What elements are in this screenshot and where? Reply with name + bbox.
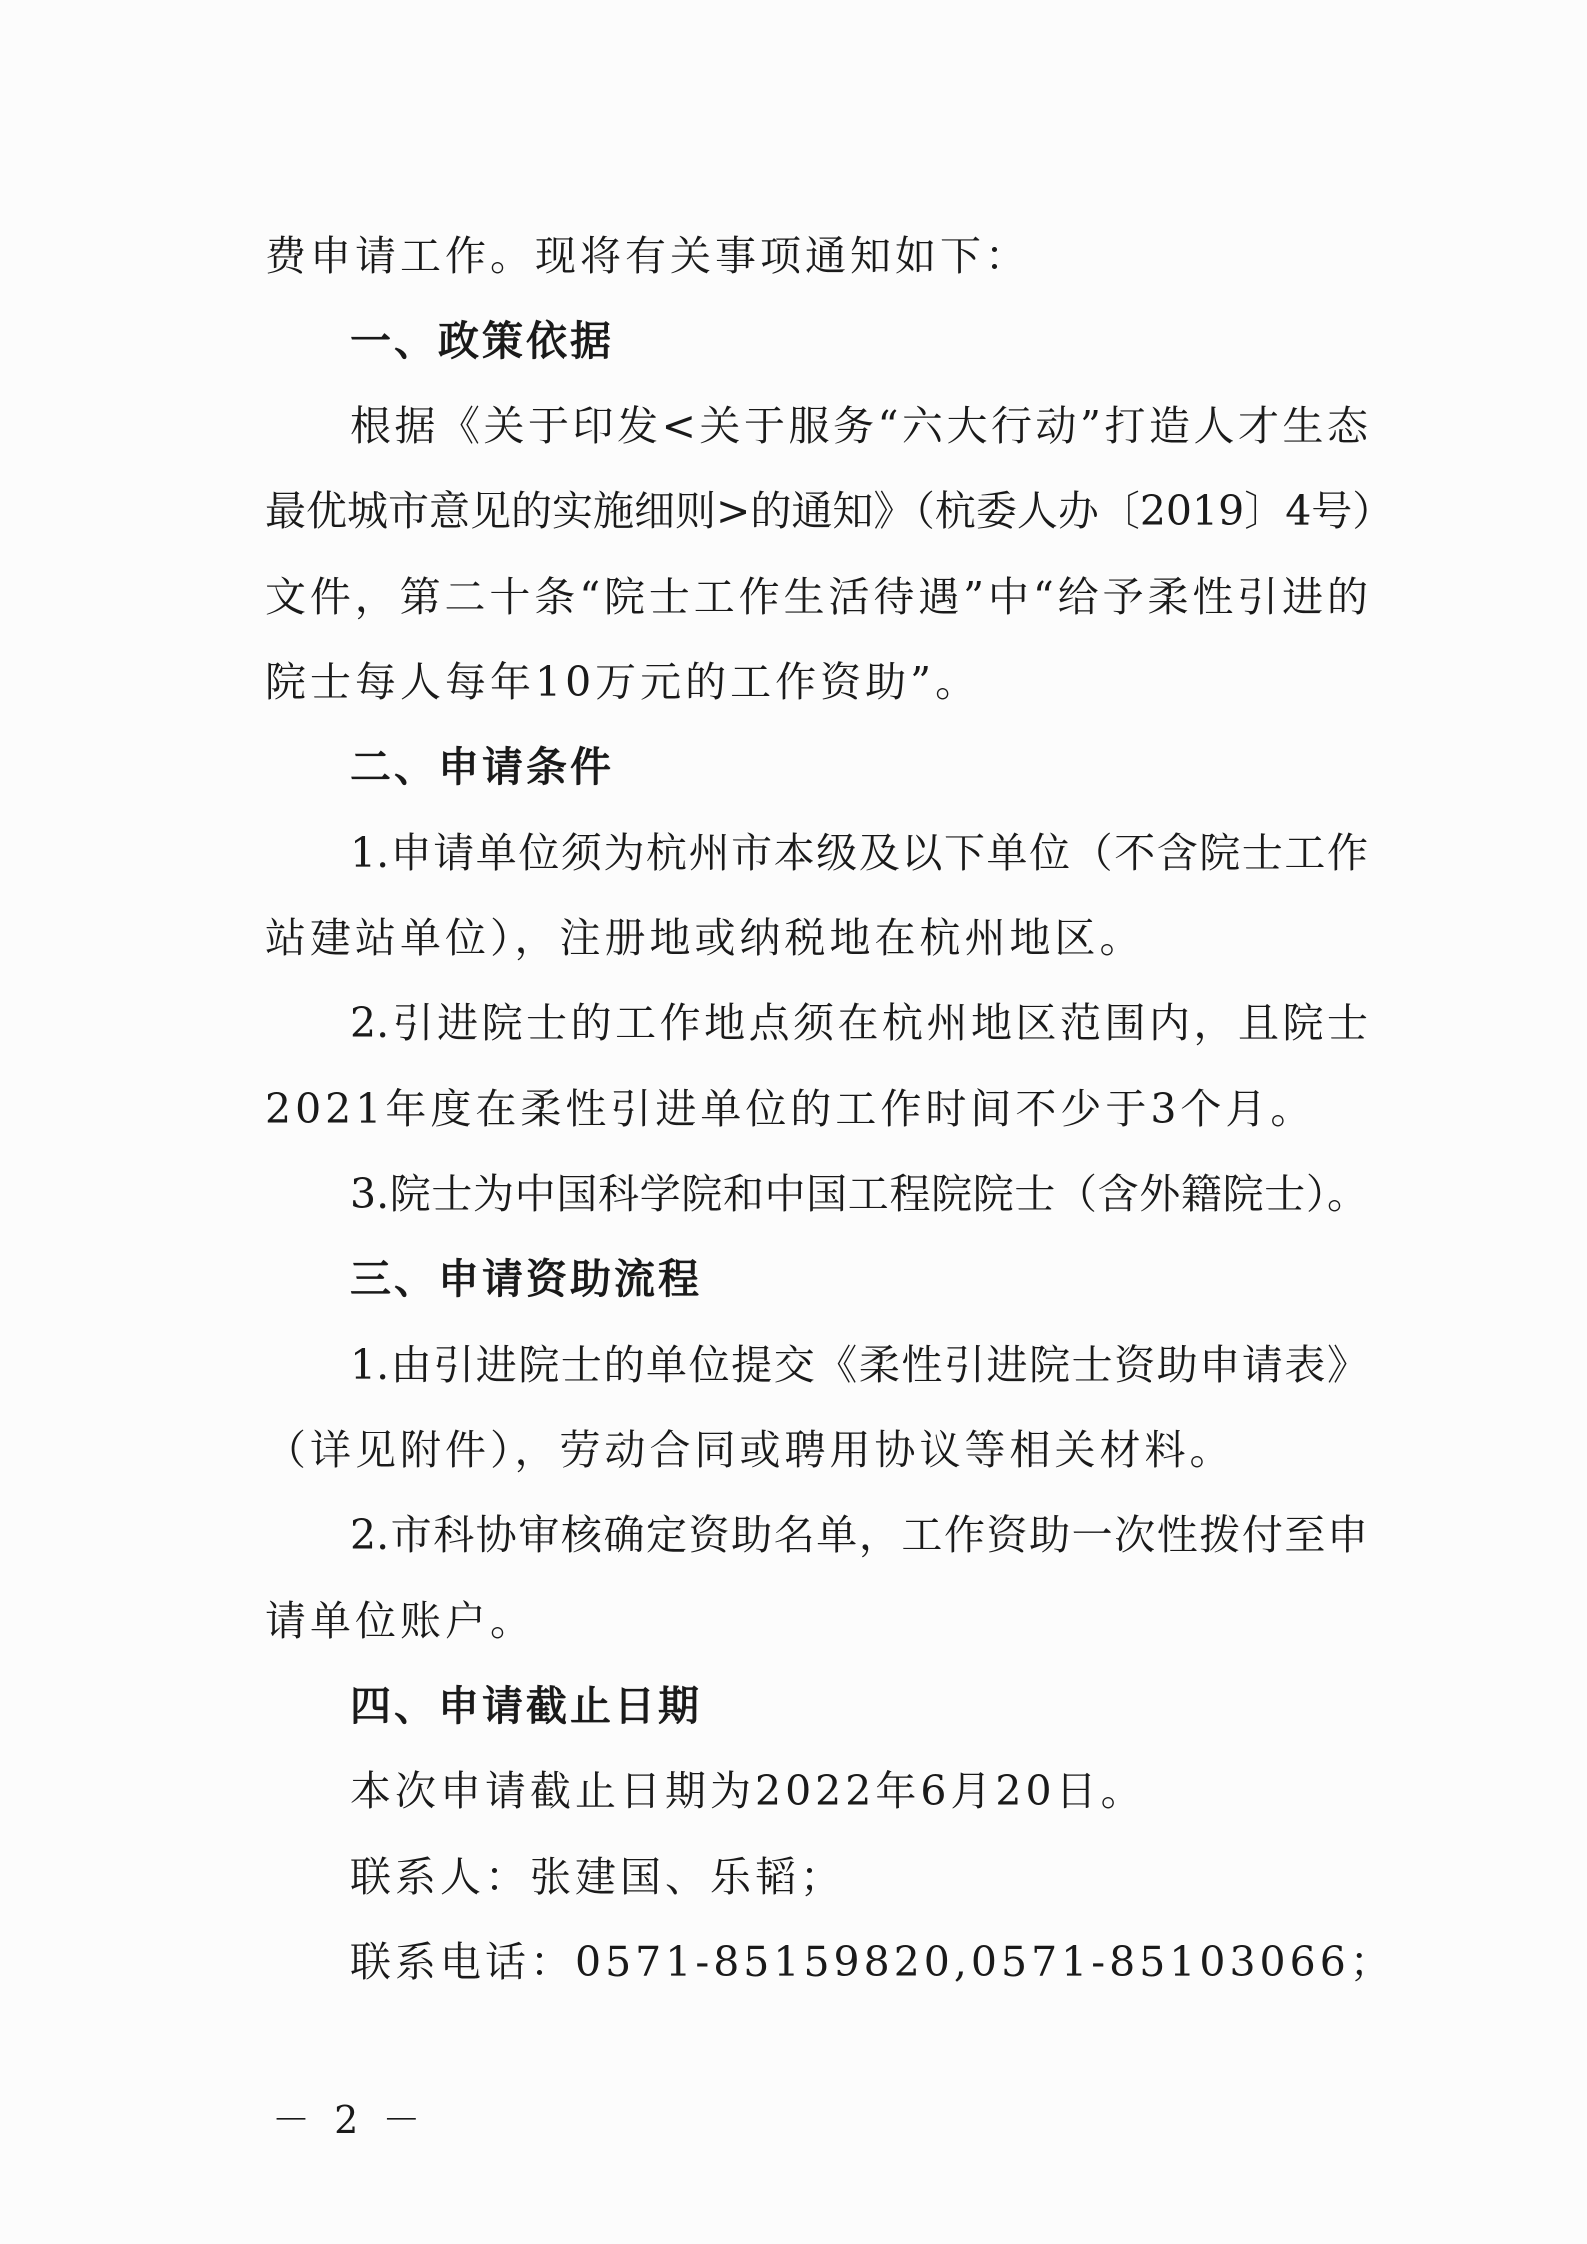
body-text-line: 费申请工作。现将有关事项通知如下： — [265, 232, 1030, 280]
body-text-line: （详见附件），劳动合同或聘用协议等相关材料。 — [265, 1426, 1235, 1474]
body-text-line: 2.引进院士的工作地点须在杭州地区范围内，且院士 — [350, 999, 1368, 1047]
contact-phone: 联系电话：0571-85159820,0571-85103066； — [350, 1938, 1395, 1986]
body-text-line: 文件，第二十条“院士工作生活待遇”中“给予柔性引进的 — [265, 573, 1368, 621]
body-text-line: 站建站单位），注册地或纳税地在杭州地区。 — [265, 914, 1145, 962]
section-heading-deadline: 四、申请截止日期 — [350, 1682, 702, 1730]
page-number: － 2 － — [272, 2098, 427, 2142]
body-text-line: 请单位账户。 — [265, 1597, 535, 1645]
section-heading-policy-basis: 一、政策依据 — [350, 317, 614, 365]
contact-person: 联系人：张建国、乐韬； — [350, 1853, 845, 1901]
section-heading-application-process: 三、申请资助流程 — [350, 1255, 702, 1303]
section-heading-application-conditions: 二、申请条件 — [350, 743, 614, 791]
body-text-line: 院士每人每年10万元的工作资助”。 — [265, 658, 981, 706]
body-text-line: 最优城市意见的实施细则>的通知》（杭委人办〔2019〕4号） — [265, 487, 1394, 535]
body-text-line: 2021年度在柔性引进单位的工作时间不少于3个月。 — [265, 1085, 1316, 1133]
body-text-line: 1.由引进院士的单位提交《柔性引进院士资助申请表》 — [350, 1341, 1368, 1389]
body-text-line: 3.院士为中国科学院和中国工程院院士（含外籍院士）。 — [350, 1170, 1368, 1218]
body-text-line: 2.市科协审核确定资助名单，工作资助一次性拨付至申 — [350, 1511, 1368, 1559]
body-text-line: 1.申请单位须为杭州市本级及以下单位（不含院士工作 — [350, 829, 1368, 877]
body-text-line: 根据《关于印发<关于服务“六大行动”打造人才生态 — [350, 402, 1368, 450]
body-text-line: 本次申请截止日期为2022年6月20日。 — [350, 1767, 1146, 1815]
